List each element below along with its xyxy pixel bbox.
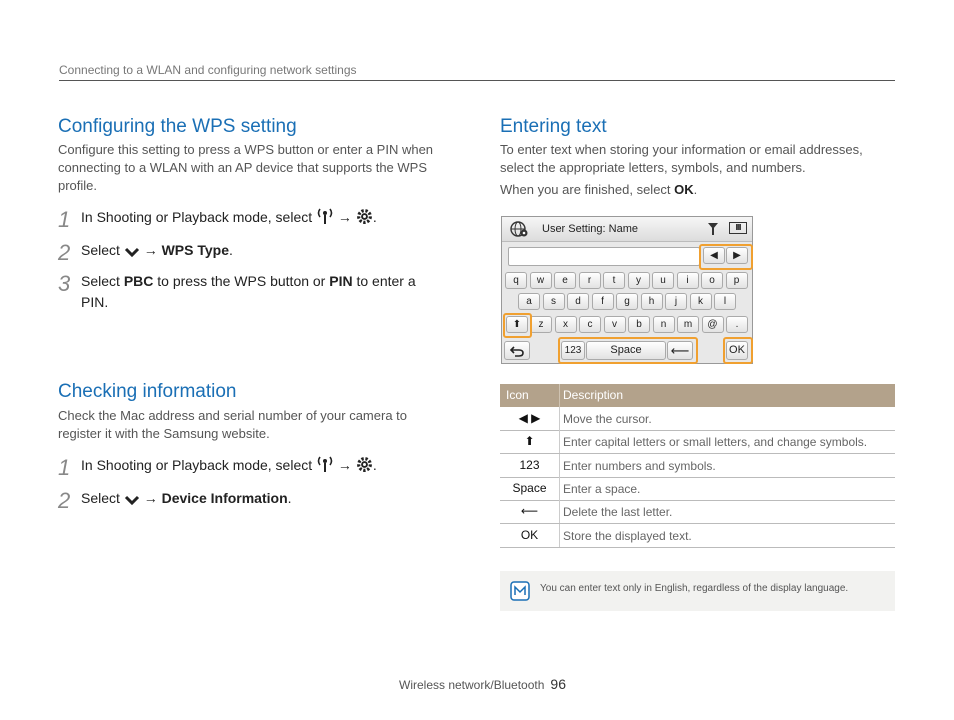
step-text: Select bbox=[81, 242, 120, 258]
wps-intro-line: Configure this setting to press a WPS button or enter a PIN when bbox=[58, 142, 434, 157]
key-a[interactable]: a bbox=[518, 293, 540, 310]
step-number: 2 bbox=[58, 488, 71, 513]
key-l[interactable]: l bbox=[714, 293, 736, 310]
wifi-icon bbox=[316, 455, 334, 479]
table-description-cell: Enter a space. bbox=[563, 481, 641, 496]
wps-section-title: Configuring the WPS setting bbox=[58, 116, 297, 137]
step-number: 3 bbox=[58, 271, 71, 296]
key-o[interactable]: o bbox=[701, 272, 723, 289]
table-row bbox=[500, 477, 895, 501]
key-i[interactable]: i bbox=[677, 272, 699, 289]
checking-section-title: Checking information bbox=[58, 381, 237, 402]
step-text: to press the WPS button or bbox=[157, 273, 326, 289]
table-row bbox=[500, 524, 895, 548]
gear-icon bbox=[356, 208, 373, 231]
arrow: → bbox=[337, 457, 352, 473]
entering-intro bbox=[500, 141, 895, 177]
entering-intro-line: To enter text when storing your information or email addresses, bbox=[500, 142, 863, 157]
table-icon-cell: ◀ ▶ bbox=[500, 407, 560, 430]
note-text: You can enter text only in English, regardless of the display language. bbox=[540, 583, 849, 594]
table-row bbox=[500, 430, 895, 454]
shift-key[interactable]: ⬆ bbox=[506, 316, 528, 333]
wps-intro-line: connecting to a WLAN with an AP device that supports the WPS bbox=[58, 160, 428, 175]
key-x[interactable]: x bbox=[555, 316, 577, 333]
checking-intro-line: register it with the Samsung website. bbox=[58, 426, 270, 441]
key-v[interactable]: v bbox=[604, 316, 626, 333]
key-g[interactable]: g bbox=[616, 293, 638, 310]
text-entry-field[interactable] bbox=[508, 247, 700, 266]
table-icon-cell: ⟵ bbox=[500, 500, 560, 523]
step-text: Select bbox=[81, 273, 120, 289]
step-number: 1 bbox=[58, 207, 71, 232]
step-text: In Shooting or Playback mode, select bbox=[81, 209, 313, 225]
wps-step-2 bbox=[81, 240, 233, 264]
cursor-left-key[interactable]: ◀ bbox=[703, 247, 725, 264]
note-box bbox=[500, 571, 895, 611]
running-head: Connecting to a WLAN and configuring network settings bbox=[59, 63, 357, 77]
key-p[interactable]: p bbox=[726, 272, 748, 289]
table-description-cell: Store the displayed text. bbox=[563, 528, 692, 543]
key-e[interactable]: e bbox=[554, 272, 576, 289]
finish-text: When you are finished, select bbox=[500, 182, 671, 197]
col-description-header: Description bbox=[563, 388, 624, 402]
key-y[interactable]: y bbox=[628, 272, 650, 289]
signal-icon bbox=[707, 222, 719, 241]
key-c[interactable]: c bbox=[579, 316, 601, 333]
table-description-cell: Enter capital letters or small letters, and change symbols. bbox=[563, 435, 868, 450]
table-row bbox=[500, 454, 895, 478]
table-description-cell: Move the cursor. bbox=[563, 412, 652, 426]
period: . bbox=[372, 457, 377, 473]
wps-step-1 bbox=[81, 207, 377, 231]
key-s[interactable]: s bbox=[543, 293, 565, 310]
ok-key[interactable]: OK bbox=[726, 341, 748, 360]
table-description-cell: Enter numbers and symbols. bbox=[563, 458, 716, 473]
period: . bbox=[372, 209, 377, 225]
wps-step-3 bbox=[81, 271, 461, 313]
step-text: PIN. bbox=[81, 294, 109, 310]
table-icon-cell: OK bbox=[500, 524, 560, 547]
key-q[interactable]: q bbox=[505, 272, 527, 289]
pbc-label: PBC bbox=[123, 273, 154, 289]
checking-step-2 bbox=[81, 488, 292, 512]
checking-step-1 bbox=[81, 455, 377, 479]
key-k[interactable]: k bbox=[690, 293, 712, 310]
step-number: 1 bbox=[58, 455, 71, 480]
wps-intro bbox=[58, 141, 458, 195]
key-j[interactable]: j bbox=[665, 293, 687, 310]
step-text: In Shooting or Playback mode, select bbox=[81, 457, 313, 473]
key-at[interactable]: @ bbox=[702, 316, 724, 333]
icon-table-header bbox=[500, 384, 895, 407]
key-h[interactable]: h bbox=[641, 293, 663, 310]
table-row bbox=[500, 407, 895, 431]
gear-icon bbox=[356, 456, 373, 479]
chevron-down-icon bbox=[124, 243, 140, 264]
chevron-down-icon bbox=[124, 491, 140, 512]
table-icon-cell: ⬆ bbox=[500, 430, 560, 453]
step-text: Select bbox=[81, 490, 120, 506]
key-u[interactable]: u bbox=[652, 272, 674, 289]
table-row bbox=[500, 500, 895, 524]
entering-intro-line: select the appropriate letters, symbols, and numbers. bbox=[500, 160, 806, 175]
step-number: 2 bbox=[58, 240, 71, 265]
space-key[interactable]: Space bbox=[586, 341, 666, 360]
checking-intro bbox=[58, 407, 458, 443]
footer bbox=[399, 676, 566, 692]
note-icon bbox=[510, 581, 530, 606]
entering-finish bbox=[500, 181, 697, 199]
key-b[interactable]: b bbox=[628, 316, 650, 333]
step-text: to enter a bbox=[356, 273, 416, 289]
key-m[interactable]: m bbox=[677, 316, 699, 333]
battery-icon: IIII bbox=[729, 222, 747, 234]
entering-section-title: Entering text bbox=[500, 116, 607, 137]
header-rule bbox=[59, 80, 895, 81]
arrow: → bbox=[143, 242, 158, 258]
table-icon-cell: 123 bbox=[500, 454, 560, 477]
key-f[interactable]: f bbox=[592, 293, 614, 310]
page-number: 96 bbox=[550, 676, 566, 692]
period: . bbox=[229, 242, 233, 258]
footer-section: Wireless network/Bluetooth bbox=[399, 678, 545, 692]
col-icon-header: Icon bbox=[506, 388, 529, 402]
key-r[interactable]: r bbox=[579, 272, 601, 289]
ok-label: OK bbox=[674, 182, 694, 197]
screen-title-bar bbox=[502, 217, 752, 242]
key-w[interactable]: w bbox=[530, 272, 552, 289]
device-information-label: Device Information bbox=[161, 490, 288, 506]
wifi-icon bbox=[316, 207, 334, 231]
numbers-key[interactable]: 123 bbox=[561, 341, 585, 360]
table-icon-cell: Space bbox=[500, 477, 560, 500]
globe-settings-icon bbox=[509, 220, 529, 243]
table-description-cell: Delete the last letter. bbox=[563, 505, 673, 520]
back-key[interactable] bbox=[504, 341, 530, 360]
key-d[interactable]: d bbox=[567, 293, 589, 310]
screen-title: User Setting: Name bbox=[542, 223, 638, 235]
period: . bbox=[287, 490, 292, 506]
keyboard-screen bbox=[501, 216, 753, 364]
wps-intro-line: profile. bbox=[58, 178, 98, 193]
key-z[interactable]: z bbox=[530, 316, 552, 333]
key-t[interactable]: t bbox=[603, 272, 625, 289]
key-n[interactable]: n bbox=[653, 316, 675, 333]
cursor-right-key[interactable]: ▶ bbox=[726, 247, 748, 264]
key-dot[interactable]: . bbox=[726, 316, 748, 333]
pin-label: PIN bbox=[329, 273, 353, 289]
delete-key[interactable]: ⟵ bbox=[667, 341, 693, 360]
checking-intro-line: Check the Mac address and serial number of your camera to bbox=[58, 408, 408, 423]
arrow: → bbox=[337, 209, 352, 225]
arrow: → bbox=[143, 490, 158, 506]
wps-type-label: WPS Type bbox=[161, 242, 230, 258]
period: . bbox=[693, 182, 698, 197]
